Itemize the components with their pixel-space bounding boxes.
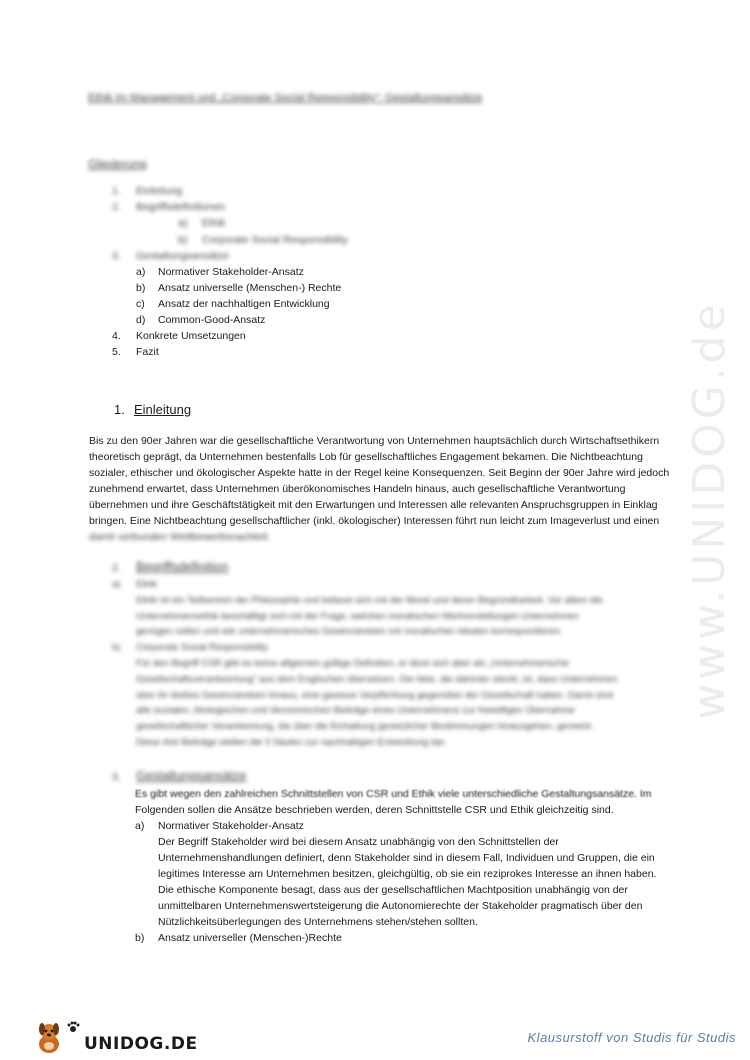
section-3-heading: 3. Gestaltungsansätze: [112, 769, 247, 783]
toc-item: d) Common-Good-Ansatz: [136, 314, 266, 326]
watermark: www.UNIDOG.de: [684, 300, 736, 720]
paw-icon: [66, 1020, 80, 1034]
section-1-heading: 1. Einleitung: [114, 402, 192, 417]
toc-item: 1. Einleitung: [112, 185, 183, 197]
dog-mascot-icon: [34, 1020, 64, 1056]
toc-item: 4. Konkrete Umsetzungen: [112, 330, 246, 342]
section-2-body: a) Ethik Ethik ist ein Teilbereich der Philosophie und befasst sich mit der Moral und deren Begründbarkeit. Vor allem die Unternehmensethik beschäftigt sich mit der Frage, welchen moralischen Wertvorstellungen Unternehmen genügen sollen und wie unternehmerisches Gewinnstreben mit moralischen Idealen korrespondieren. b) Corporate Social Responsibility Für den Begriff CSR gibt es keine allgemein gültige Definition, er lässt sich aber als „Unternehmerische Gesellschaftsverantwortung“ aus dem Englischen übersetzen. Die Idee, die dahinter steckt, ist, dass Unternehmen über ihr bloßes Gewinnstreben hinaus, eine gewisse Verpflichtung gegenüber der Gesellschaft haben. Damit sind alle sozialen, ökologischen und ökonomischen Beiträge eines Unternehmens zur freiwilligen Übernahme gesellschaftlicher Verantwortung, die über die Einhaltung gesetzlicher Bestimmungen hinausgehen, gemeint. Diese drei Beiträge stellen die 3 Säulen zur nachhaltigen Entwicklung dar.: [112, 579, 618, 748]
unidog-logo[interactable]: [34, 1016, 198, 1056]
toc-item: c) Ansatz der nachhaltigen Entwicklung: [136, 298, 330, 310]
section-2-heading: 2. Begriffsdefinition: [112, 560, 229, 574]
section-1-paragraph: Bis zu den 90er Jahren war die gesellschaftliche Verantwortung von Unternehmen hauptsächlich durch Wirtschaftsethikern theoretisch geprägt, da Unternehmen bestenfalls Lob für gesellschaftliches Engagement bekamen. Die Nichtbeachtung sozialer, ethischer und ökologischer Aspekte hatte in der Regel keine Konsequenzen. Seit Beginn der 90er Jahre wird jedoch zunehmend erwartet, dass Unternehmen überökonomisches Handeln hinaus, auch gesellschaftliche Verantwortung übernehmen und ihre Geschäftstätigkeit mit den Erwartungen und Interessen alle relevanten Anspruchsgruppen in Einklag bringen. Eine Nichtbeachtung gesellschaftlicher (inkl. ökologischer) Interessen führt nun leicht zum Imageverlust und einen damit verbunden Wettbewerbsnachteil.: [89, 435, 670, 543]
toc-item: b) Corporate Social Responsibility: [178, 234, 348, 246]
toc-item: a) Ethik: [178, 217, 226, 229]
toc-item: b) Ansatz universelle (Menschen-) Rechte: [136, 282, 342, 294]
footer-tagline: Klausurstoff von Studis für Studis: [527, 1030, 736, 1045]
section-3-intro: Es gibt wegen den zahlreichen Schnittstellen von CSR und Ethik viele unterschiedliche Gestaltungsansätze. Im Folgenden sollen die Ansätze beschrieben werden, deren Schnittstelle CSR und Ethik gleichzeitig sind.: [135, 788, 652, 816]
toc-item: 2. Begriffsdefinitionen: [112, 201, 226, 213]
toc-heading: Gliederung: [88, 157, 147, 171]
toc-item: a) Normativer Stakeholder-Ansatz: [136, 266, 304, 278]
document-title: Ethik im Management und „Corporate Social Responsibility“: Gestaltungsansätze: [88, 92, 483, 104]
toc-item: 3. Gestaltungsansätze: [112, 250, 229, 262]
toc-item: 5. Fazit: [112, 346, 159, 358]
logo-text: UNIDOG.DE: [84, 1034, 198, 1054]
section-3-subsection-a: a) Normativer Stakeholder-Ansatz Der Begriff Stakeholder wird bei diesem Ansatz unabhängig von den Schnittstellen der Unternehmenshandlungen definiert, denn Stakeholder sind in diesem Fall, Individuen und Gruppen, die ein legitimes Interesse am Unternehmen besitzen, gleichgültig, ob sie ein reziprokes Interesse an ihnen haben. Die ethische Komponente besagt, dass aus der gesellschaftlichen Machtposition unabhängig von der unmittelbaren Unternehmenswertsteigerung die Autonomierechte der Stakeholder pragmatisch über den Nützlichkeitsüberlegungen des Unternehmens stehen/stehen sollten. b) Ansatz universeller (Menschen-)Rechte: [135, 820, 657, 944]
